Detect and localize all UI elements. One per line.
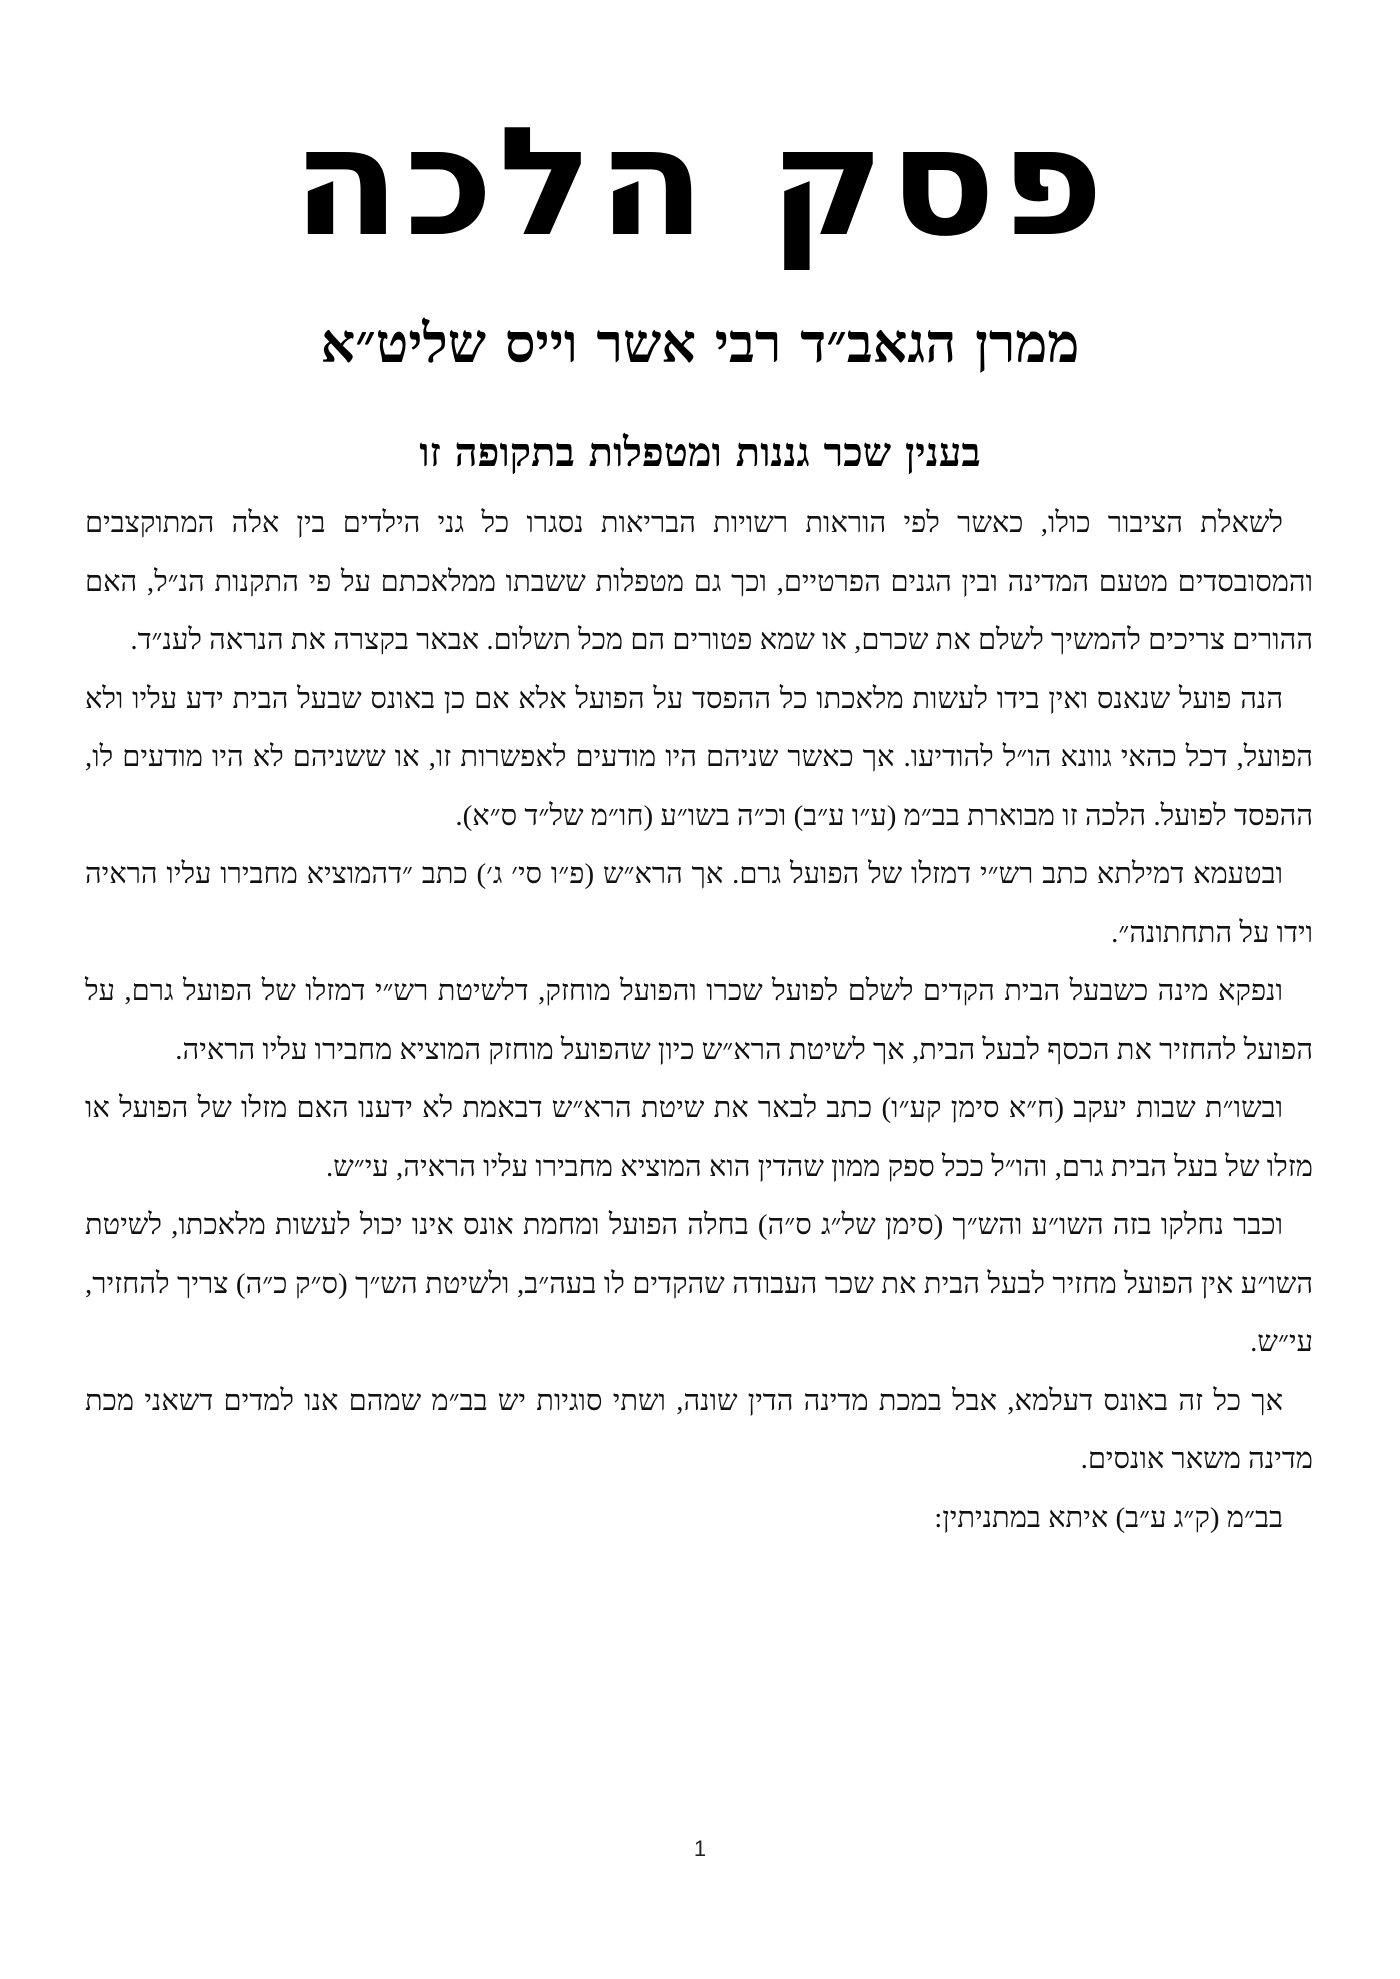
paragraph: וכבר נחלקו בזה השו״ע והש״ך (סימן של״ג ס״ה) בחלה הפועל ומחמת אונס אינו יכול לעשות מלאכתו, לשיטת השו״ע אין הפועל מחזיר לבעל הבית את שכר העבודה שהקדים לו בעה״ב, ולשיטת הש״ך (ס״ק כ״ה) צריך להחזיר, עי״ש. bbox=[85, 1209, 1313, 1358]
body-text bbox=[85, 494, 1313, 1547]
paragraph: אך כל זה באונס דעלמא, אבל במכת מדינה הדין שונה, ושתי סוגיות יש בב״מ שמהם אנו למדים דשאני מכת מדינה משאר אונסים. bbox=[85, 1384, 1313, 1475]
author-line: ממרן הגאב״ד רבי אשר וייס שליט״א bbox=[320, 311, 1080, 375]
document-title: פסק הלכה bbox=[292, 96, 1108, 270]
page-number: 1 bbox=[693, 1836, 707, 1861]
paragraph: בב״מ (ק״ג ע״ב) איתא במתניתין: bbox=[934, 1501, 1283, 1534]
paragraph: לשאלת הציבור כולו, כאשר לפי הוראות רשויות הבריאות נסגרו כל גני הילדים בין אלה המתוקצבים והמסובסדים מטעם המדינה ובין הגנים הפרטיים, וכך גם מטפלות ששבתו ממלאכתם על פי התקנות הנ״ל, האם ההורים צריכים להמשיך לשלם את שכרם, או שמא פטורים הם מכל תשלום. אבאר בקצרה את הנראה לענ״ד. bbox=[85, 507, 1313, 656]
paragraph: הנה פועל שנאנס ואין בידו לעשות מלאכתו כל ההפסד על הפועל אלא אם כן באונס שבעל הבית ידע עליו ולא הפועל, דכל כהאי גוונא הו״ל להודיעו. אך כאשר שניהם היו מודעים לאפשרות זו, או ששניהם לא היו מודעים לו, ההפסד לפועל. הלכה זו מבוארת בב״מ (ע״ו ע״ב) וכ״ה בשו״ע (חו״מ של״ד ס״א). bbox=[85, 682, 1313, 832]
paragraph: ובטעמא דמילתא כתב רש״י דמזלו של הפועל גרם. אך הרא״ש (פ״ו סי׳ ג׳) כתב ״דהמוציא מחבירו עליו הראיה וידו על התחתונה״. bbox=[85, 858, 1313, 949]
paragraph: ובשו״ת שבות יעקב (ח״א סימן קע״ו) כתב לבאר את שיטת הרא״ש דבאמת לא ידענו האם מזלו של הפועל או מזלו של בעל הבית גרם, והו״ל ככל ספק ממון שהדין הוא המוציא מחבירו עליו הראיה, עי״ש. bbox=[85, 1092, 1313, 1183]
topic-line: בענין שכר גננות ומטפלות בתקופה זו bbox=[419, 429, 981, 476]
paragraph: ונפקא מינה כשבעל הבית הקדים לשלם לפועל שכרו והפועל מוחזק, דלשיטת רש״י דמזלו של הפועל גרם, על הפועל להחזיר את הכסף לבעל הבית, אך לשיטת הרא״ש כיון שהפועל מוחזק המוציא מחבירו עליו הראיה. bbox=[85, 975, 1313, 1066]
